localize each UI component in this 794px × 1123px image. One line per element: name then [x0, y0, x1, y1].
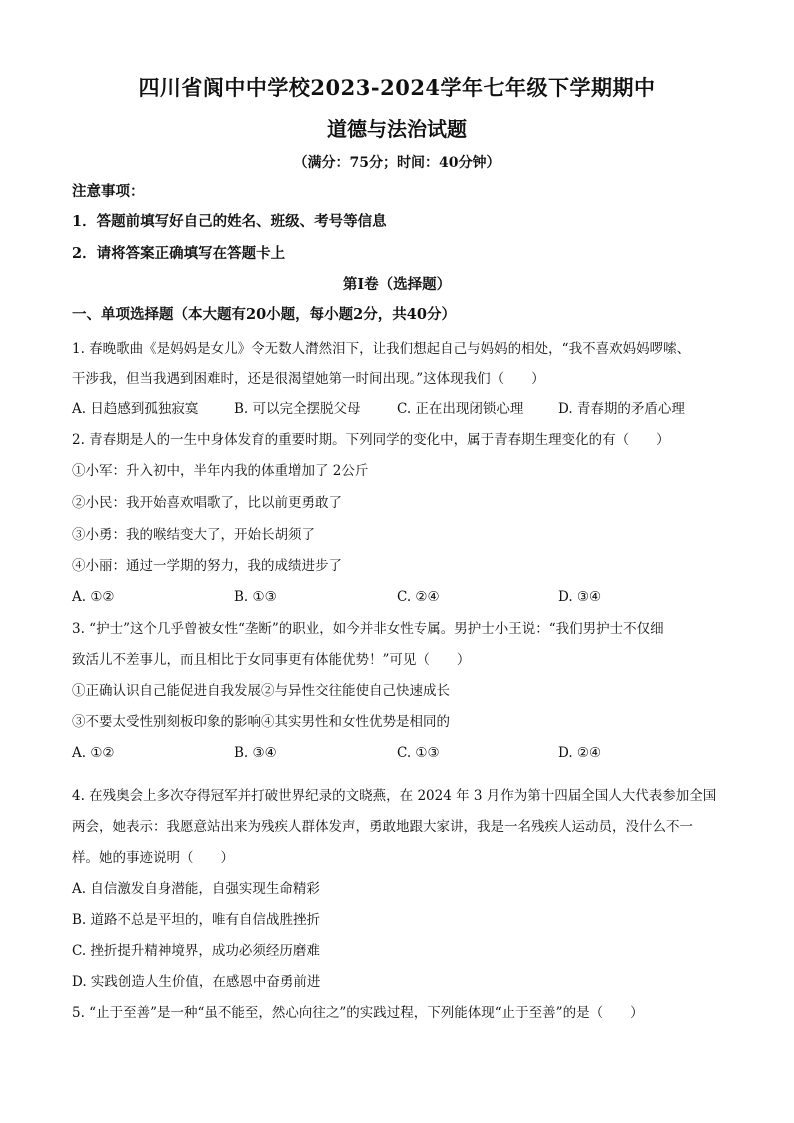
question-2-line: ③小勇：我的喉结变大了，开始长胡须了: [72, 527, 315, 543]
question-2-line: ④小丽：通过一学期的努力，我的成绩进步了: [72, 558, 342, 574]
option-d: D. 青春期的矛盾心理: [558, 401, 685, 417]
question-2-line: ②小民：我开始喜欢唱歌了，比以前更勇敢了: [72, 495, 342, 511]
score-time: （满分：75分；时间：40分钟）: [293, 155, 501, 171]
option-c: C. ①③: [397, 745, 440, 761]
option-c: C. ②④: [397, 589, 440, 605]
question-4-option: D. 实践创造人生价值，在感恩中奋勇前进: [72, 974, 321, 990]
option-a: A. ①②: [72, 745, 115, 761]
question-5-line: 5. “止于至善”是一种“虽不能至，然心向往之”的实践过程，下列能体现“止于至善”的是（ ）: [72, 1005, 644, 1021]
option-b: B. ①③: [234, 589, 277, 605]
question-4-line: 两会，她表示：我愿意站出来为残疾人群体发声，勇敢地跟大家讲，我是一名残疾人运动员，没什么不一: [72, 819, 693, 835]
question-4-line: 4. 在残奥会上多次夺得冠军并打破世界纪录的文晓燕，在 2024 年 3 月作为第十四届全国人大代表参加全国: [72, 788, 717, 804]
question-4-line: 样。她的事迹说明（ ）: [72, 850, 234, 866]
option-d: D. ②④: [558, 745, 602, 761]
part-title: 一、单项选择题（本大题有20小题，每小题2分，共40分）: [72, 306, 456, 323]
option-a: A. ①②: [72, 589, 115, 605]
notice-heading: 注意事项：: [72, 183, 145, 200]
question-1-line: 1. 春晚歌曲《是妈妈是女儿》令无数人潸然泪下，让我们想起自己与妈妈的相处，“我不喜欢妈妈啰嗦、: [72, 341, 691, 357]
exam-title: 四川省阆中中学校2023-2024学年七年级下学期期中: [138, 75, 656, 100]
question-1-line: 干涉我，但当我遇到困难时，还是很渴望她第一时间出现。”这体现我们（ ）: [72, 371, 545, 387]
option-b: B. ③④: [234, 745, 277, 761]
question-3-line: ①正确认识自己能促进自我发展②与异性交往能使自己快速成长: [72, 683, 450, 699]
notice-item: 1．答题前填写好自己的姓名、班级、考号等信息: [72, 213, 387, 230]
volume-title: 第I卷（选择题）: [342, 276, 452, 293]
option-a: A. 日趋感到孤独寂寞: [72, 401, 199, 417]
question-2-line: ①小军：升入初中，半年内我的体重增加了 2公斤: [72, 463, 369, 479]
question-4-option: A. 自信激发自身潜能，自强实现生命精彩: [72, 881, 320, 897]
question-3-line: 3. “护士”这个几乎曾被女性“垄断”的职业，如今并非女性专属。男护士小王说：“我们男护士不仅细: [72, 621, 664, 637]
option-d: D. ③④: [558, 589, 602, 605]
option-c: C. 正在出现闭锁心理: [397, 401, 524, 417]
question-4-option: B. 道路不总是平坦的，唯有自信战胜挫折: [72, 912, 321, 928]
exam-subject: 道德与法治试题: [327, 117, 467, 141]
notice-item: 2．请将答案正确填写在答题卡上: [72, 245, 286, 262]
question-3-line: 致活儿不差事儿，而且相比于女同事更有体能优势！”可见（ ）: [72, 652, 471, 668]
question-3-line: ③不要太受性别刻板印象的影响④其实男性和女性优势是相同的: [72, 714, 450, 730]
question-4-option: C. 挫折提升精神境界，成功必须经历磨难: [72, 943, 320, 959]
option-b: B. 可以完全摆脱父母: [234, 401, 361, 417]
question-2-line: 2. 青春期是人的一生中身体发育的重要时期。下列同学的变化中，属于青春期生理变化的有（ ）: [72, 432, 670, 448]
